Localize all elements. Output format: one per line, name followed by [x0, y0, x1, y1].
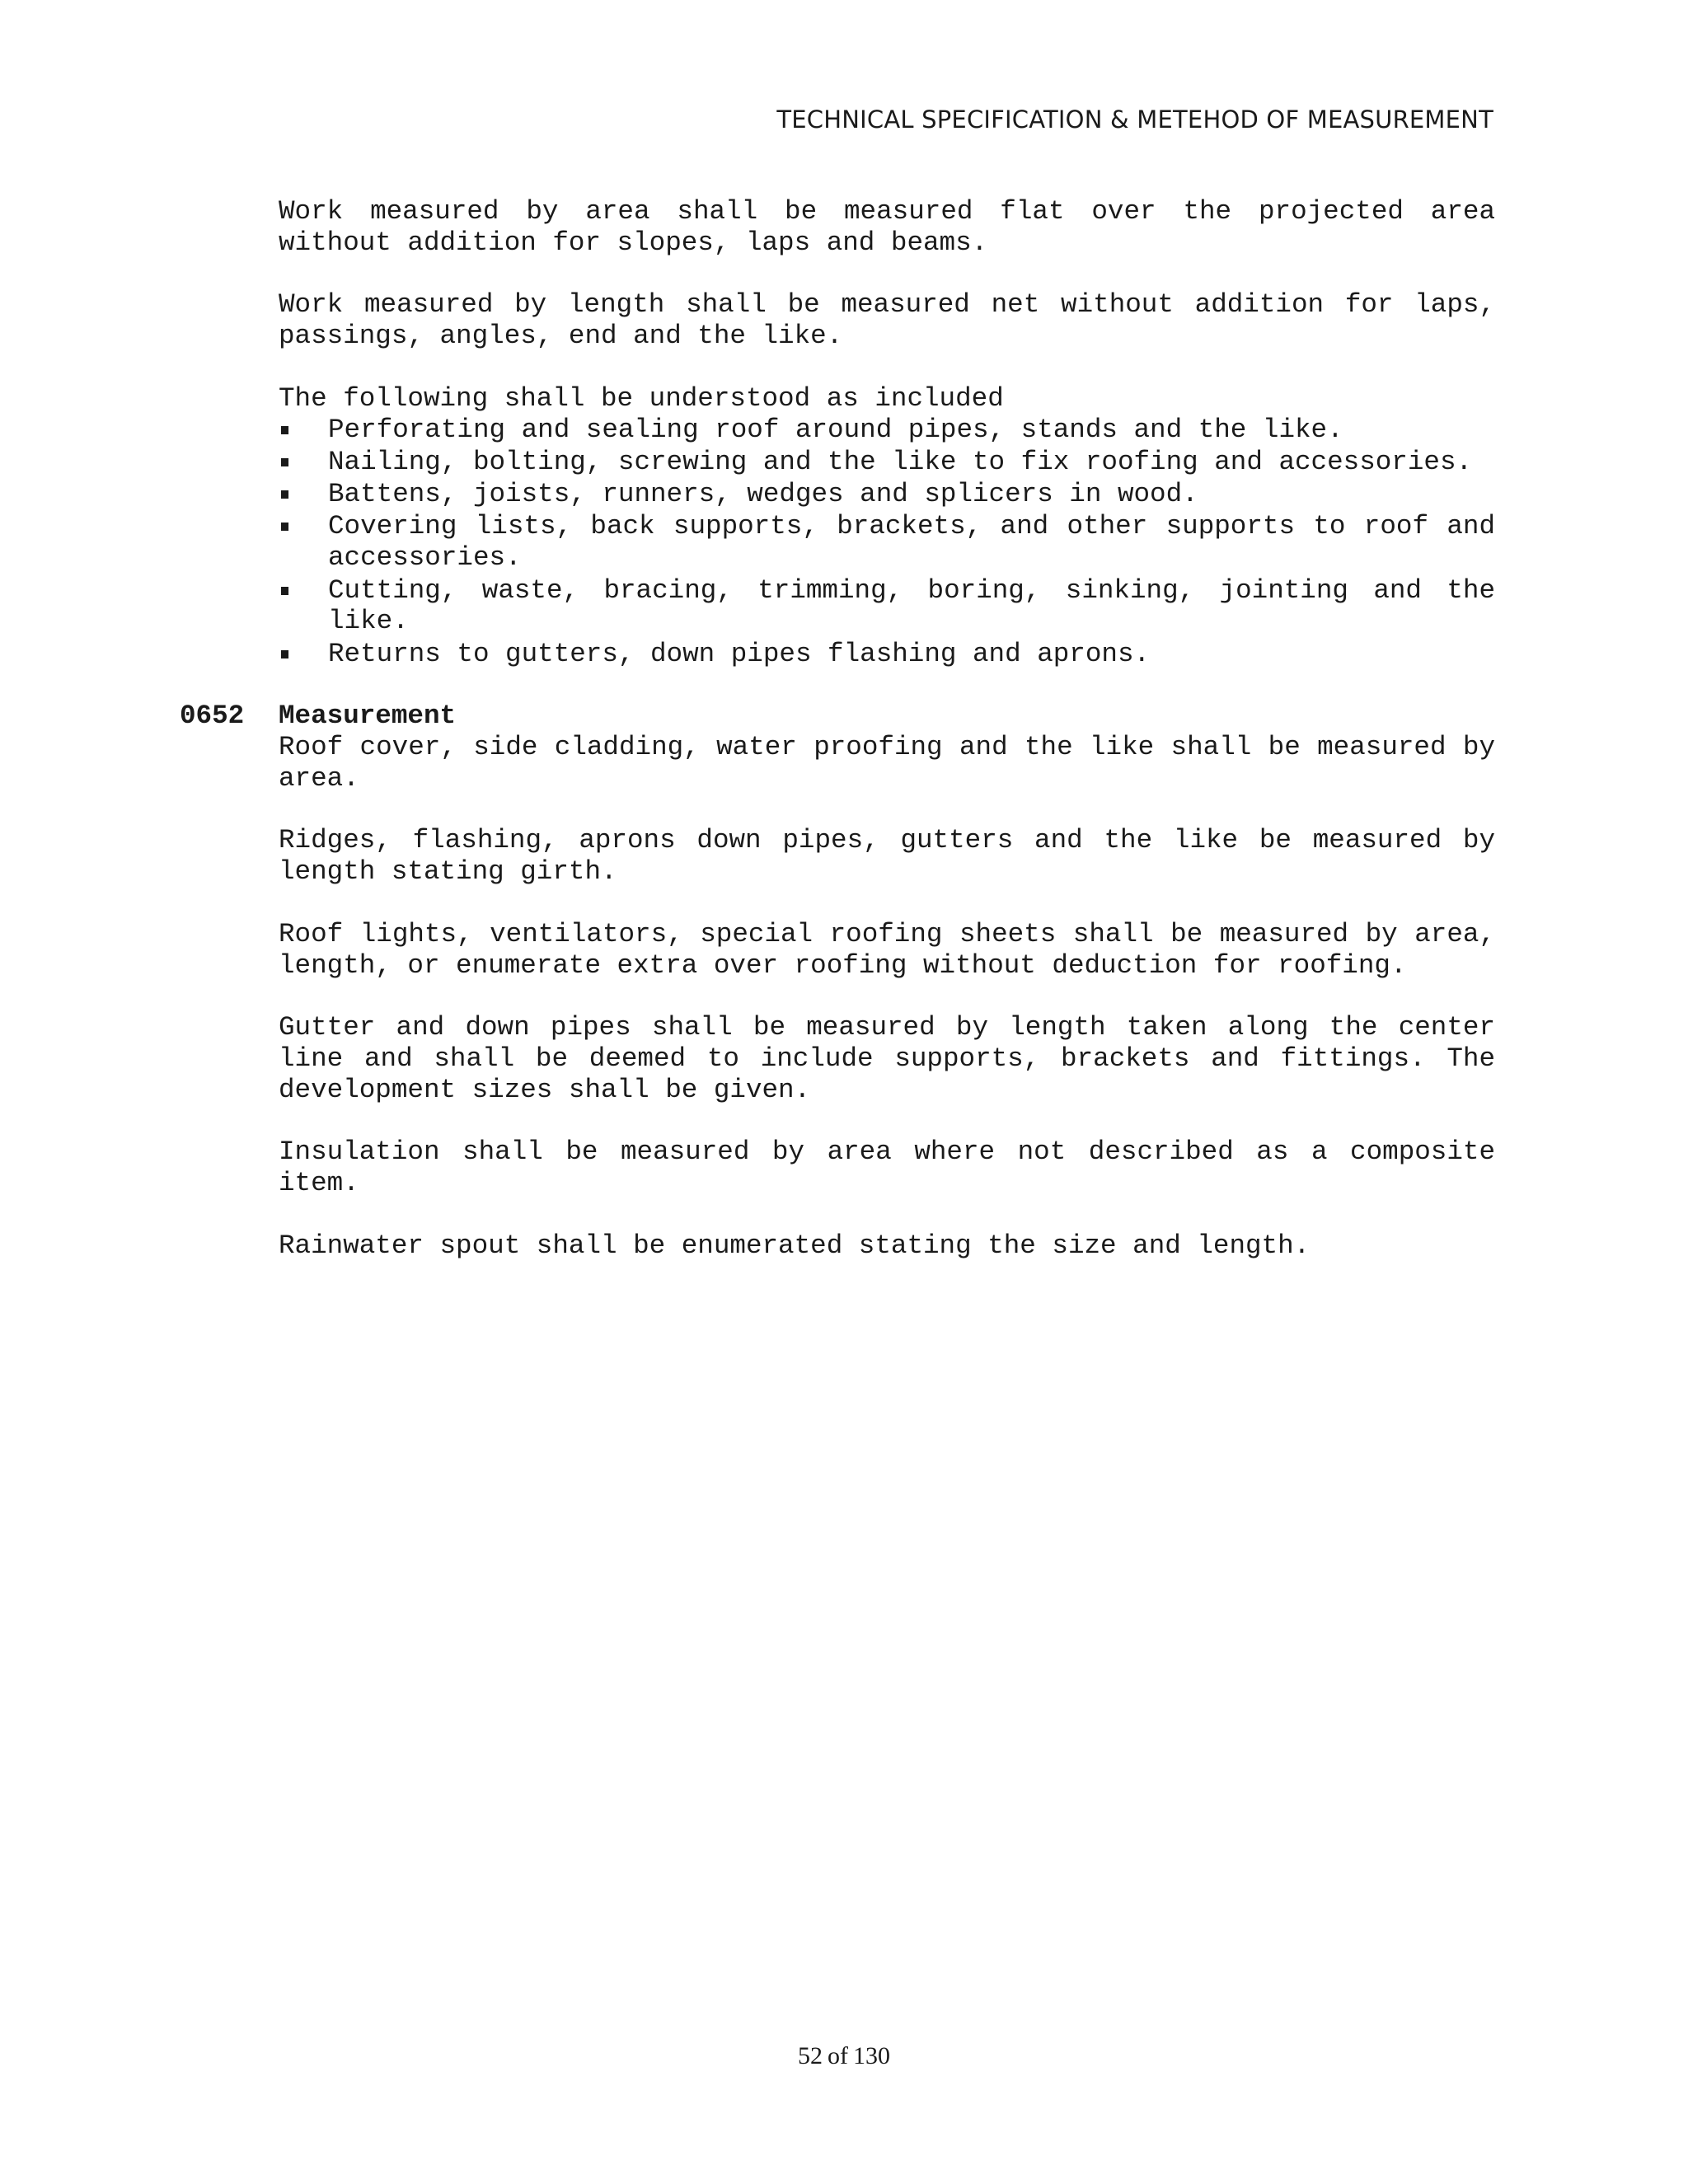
bullet-square-icon: [281, 490, 288, 499]
list-item: [279, 639, 1495, 670]
list-item-text: Covering lists, back supports, brackets, and other supports to roof and accessories.: [328, 511, 1495, 574]
bullet-square-icon: [281, 650, 288, 658]
included-items-list: [279, 415, 1495, 670]
paragraph-roof-cover: Roof cover, side cladding, water proofing and the like shall be measured by area.: [279, 732, 1495, 794]
bullet-square-icon: [281, 587, 288, 595]
page-number-footer: [0, 2042, 1688, 2070]
section-number: 0652: [180, 701, 245, 732]
list-item-text: Cutting, waste, bracing, trimming, boring, sinking, jointing and the like.: [328, 574, 1495, 637]
included-list-intro: The following shall be understood as included: [279, 382, 1004, 414]
paragraph-roof-lights: Roof lights, ventilators, special roofing sheets shall be measured by area, length, or enumerate extra over roofing without deduction for roofing.: [279, 918, 1495, 981]
page-of-label: of: [828, 2042, 848, 2069]
list-item: [279, 575, 1495, 638]
list-item-text: Battens, joists, runners, wedges and splicers in wood.: [328, 479, 1198, 510]
bullet-square-icon: [281, 458, 288, 466]
current-page-number: 52: [798, 2042, 823, 2069]
section-title: Measurement: [279, 701, 457, 732]
total-page-count: 130: [853, 2042, 890, 2069]
list-item-text: Perforating and sealing roof around pipes, stands and the like.: [328, 414, 1343, 445]
list-item: [279, 511, 1495, 574]
paragraph-insulation: Insulation shall be measured by area where not described as a composite item.: [279, 1137, 1495, 1199]
section-heading: [180, 701, 1495, 732]
list-item: [279, 479, 1495, 510]
paragraph-rainwater-spout: Rainwater spout shall be enumerated stating the size and length.: [279, 1230, 1311, 1261]
bullet-square-icon: [281, 523, 288, 531]
paragraph-gutter-down-pipes: Gutter and down pipes shall be measured by length taken along the center line and shall be deemed to include supports, brackets and fittings. The development sizes shall be given.: [279, 1012, 1495, 1105]
list-item-text: Nailing, bolting, screwing and the like to fix roofing and accessories.: [328, 446, 1473, 477]
paragraph-area-measurement: Work measured by area shall be measured flat over the projected area without addition for slopes, laps and beams.: [279, 196, 1495, 258]
bullet-square-icon: [281, 426, 288, 434]
list-item: [279, 415, 1495, 446]
document-body: [180, 196, 1495, 1262]
list-item-text: Returns to gutters, down pipes flashing and aprons.: [328, 638, 1151, 669]
paragraph-ridges-flashing: Ridges, flashing, aprons down pipes, gutters and the like be measured by length stating girth.: [279, 825, 1495, 888]
page-header-title: TECHNICAL SPECIFICATION & METEHOD OF MEASUREMENT: [776, 105, 1493, 134]
paragraph-length-measurement: Work measured by length shall be measured net without addition for laps, passings, angles, end and the like.: [279, 289, 1495, 352]
list-item: [279, 447, 1495, 478]
